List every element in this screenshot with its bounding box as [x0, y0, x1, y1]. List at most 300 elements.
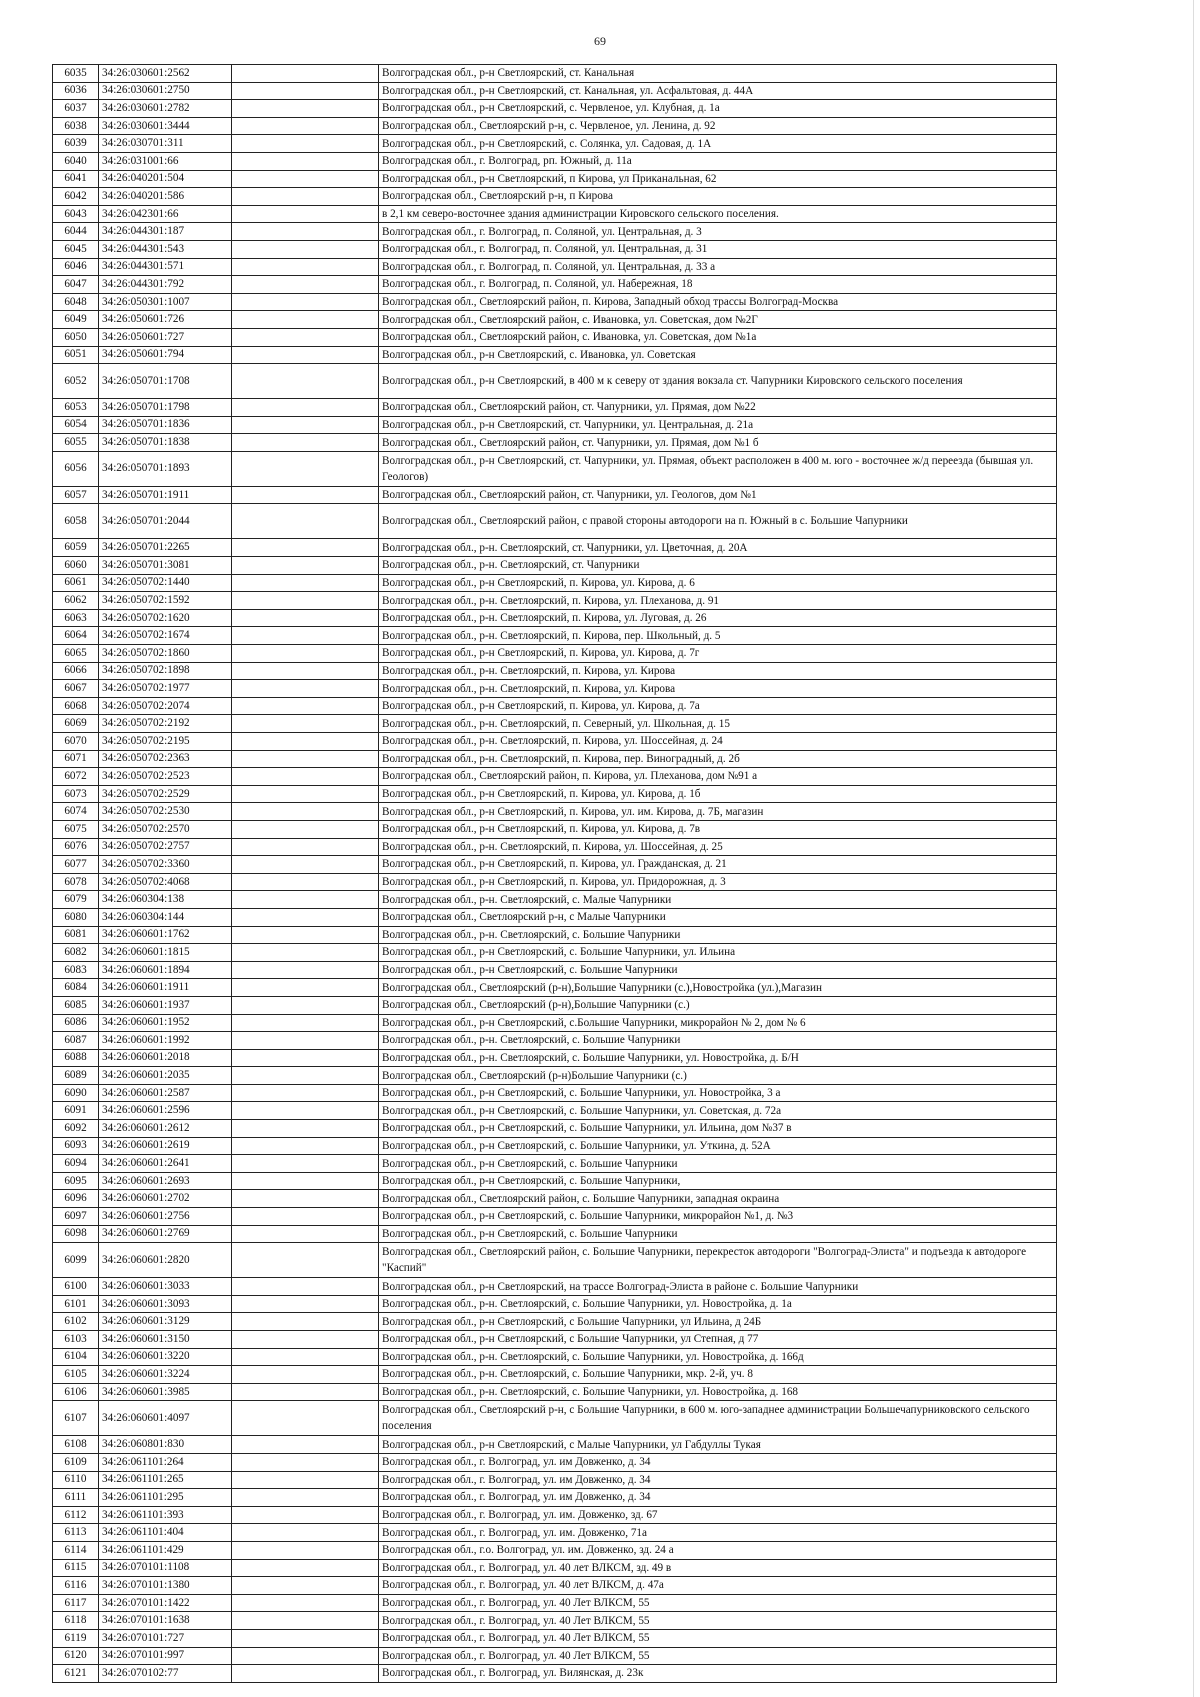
- table-row: [53, 645, 1057, 663]
- cadastral-number: 34:26:060601:3985: [99, 1383, 232, 1401]
- empty-cell: [232, 1295, 379, 1313]
- address: Волгоградская обл., р-н. Светлоярский, п. Северный, ул. Школьная, д. 15: [379, 715, 1057, 733]
- address: Волгоградская обл., р-н. Светлоярский, п. Кирова, ул. Плеханова, д. 91: [379, 592, 1057, 610]
- empty-cell: [232, 1331, 379, 1349]
- row-number: 6071: [53, 750, 99, 768]
- address: Волгоградская обл., р-н Светлоярский, п. Кирова, ул. им. Кирова, д. 7Б, магазин: [379, 803, 1057, 821]
- cadastral-number: 34:26:060601:1815: [99, 944, 232, 962]
- address: Волгоградская обл., р-н. Светлоярский, ст. Чапурники, ул. Цветочная, д. 20А: [379, 539, 1057, 557]
- address: Волгоградская обл., р-н Светлоярский, с. Солянка, ул. Садовая, д. 1А: [379, 135, 1057, 153]
- address: Волгоградская обл., Светлоярский р-н, с. Червленое, ул. Ленина, д. 92: [379, 117, 1057, 135]
- address: Волгоградская обл., Светлоярский район, ст. Чапурники, ул. Прямая, дом №22: [379, 399, 1057, 417]
- empty-cell: [232, 1032, 379, 1050]
- cadastral-number: 34:26:050702:2195: [99, 733, 232, 751]
- row-number: 6116: [53, 1577, 99, 1595]
- empty-cell: [232, 1612, 379, 1630]
- row-number: 6118: [53, 1612, 99, 1630]
- table-row: [53, 1594, 1057, 1612]
- cadastral-number: 34:26:060304:144: [99, 908, 232, 926]
- table-row: [53, 1577, 1057, 1595]
- cadastral-number: 34:26:060601:2018: [99, 1049, 232, 1067]
- address: Волгоградская обл., р-н Светлоярский, п. Кирова, ул. Гражданская, д. 21: [379, 856, 1057, 874]
- empty-cell: [232, 803, 379, 821]
- empty-cell: [232, 768, 379, 786]
- row-number: 6089: [53, 1067, 99, 1085]
- address: Волгоградская обл., р-н Светлоярский, ст. Канальная: [379, 65, 1057, 83]
- empty-cell: [232, 1190, 379, 1208]
- cadastral-number: 34:26:050702:1860: [99, 645, 232, 663]
- address: Волгоградская обл., г.о. Волгоград, ул. им. Довженко, зд. 24 а: [379, 1541, 1057, 1559]
- empty-cell: [232, 135, 379, 153]
- address: Волгоградская обл., Светлоярский район, ст. Чапурники, ул. Прямая, дом №1 б: [379, 434, 1057, 452]
- table-row: [53, 539, 1057, 557]
- empty-cell: [232, 346, 379, 364]
- empty-cell: [232, 592, 379, 610]
- cadastral-number: 34:26:060601:3220: [99, 1348, 232, 1366]
- row-number: 6063: [53, 609, 99, 627]
- address: Волгоградская обл., р-н Светлоярский, с. Ивановка, ул. Советская: [379, 346, 1057, 364]
- row-number: 6052: [53, 364, 99, 399]
- row-number: 6042: [53, 188, 99, 206]
- row-number: 6099: [53, 1243, 99, 1278]
- address: Волгоградская обл., р-н. Светлоярский, с. Большие Чапурники, ул. Новостройка, д. Б/Н: [379, 1049, 1057, 1067]
- table-row: [53, 768, 1057, 786]
- address: Волгоградская обл., г. Волгоград, ул. 40 Лет ВЛКСМ, 55: [379, 1629, 1057, 1647]
- table-row: [53, 311, 1057, 329]
- row-number: 6055: [53, 434, 99, 452]
- table-row: [53, 1541, 1057, 1559]
- empty-cell: [232, 311, 379, 329]
- address: Волгоградская обл., г. Волгоград, ул. 40 Лет ВЛКСМ, 55: [379, 1612, 1057, 1630]
- cadastral-number: 34:26:060601:2702: [99, 1190, 232, 1208]
- address: Волгоградская обл., р-н. Светлоярский, п. Кирова, ул. Кирова: [379, 680, 1057, 698]
- row-number: 6065: [53, 645, 99, 663]
- row-number: 6044: [53, 223, 99, 241]
- cadastral-number: 34:26:050701:1911: [99, 486, 232, 504]
- address: Волгоградская обл., г. Волгоград, п. Соляной, ул. Центральная, д. 33 а: [379, 258, 1057, 276]
- cadastral-number: 34:26:060601:1762: [99, 926, 232, 944]
- row-number: 6090: [53, 1084, 99, 1102]
- cadastral-number: 34:26:061101:429: [99, 1541, 232, 1559]
- row-number: 6073: [53, 785, 99, 803]
- cadastral-number: 34:26:060601:3129: [99, 1313, 232, 1331]
- row-number: 6053: [53, 399, 99, 417]
- address: Волгоградская обл., р-н Светлоярский, ст. Чапурники, ул. Центральная, д. 21а: [379, 416, 1057, 434]
- table-row: [53, 223, 1057, 241]
- table-row: [53, 557, 1057, 575]
- empty-cell: [232, 1348, 379, 1366]
- cadastral-number: 34:26:060601:2820: [99, 1243, 232, 1278]
- cadastral-number: 34:26:060601:3033: [99, 1278, 232, 1296]
- address: Волгоградская обл., г. Волгоград, ул. Вилянская, д. 23к: [379, 1665, 1057, 1683]
- cadastral-number: 34:26:031001:66: [99, 152, 232, 170]
- cadastral-number: 34:26:060601:1911: [99, 979, 232, 997]
- row-number: 6095: [53, 1172, 99, 1190]
- empty-cell: [232, 820, 379, 838]
- row-number: 6105: [53, 1366, 99, 1384]
- cadastral-number: 34:26:050702:1674: [99, 627, 232, 645]
- empty-cell: [232, 1436, 379, 1454]
- table-row: [53, 65, 1057, 83]
- cadastral-number: 34:26:050702:1977: [99, 680, 232, 698]
- cadastral-number: 34:26:044301:543: [99, 240, 232, 258]
- row-number: 6067: [53, 680, 99, 698]
- empty-cell: [232, 1084, 379, 1102]
- empty-cell: [232, 557, 379, 575]
- empty-cell: [232, 1489, 379, 1507]
- empty-cell: [232, 1313, 379, 1331]
- table-row: [53, 1313, 1057, 1331]
- table-row: [53, 364, 1057, 399]
- cadastral-number: 34:26:060601:2756: [99, 1208, 232, 1226]
- table-row: [53, 205, 1057, 223]
- address: Волгоградская обл., р-н Светлоярский, п. Кирова, ул. Кирова, д. 7г: [379, 645, 1057, 663]
- address: Волгоградская обл., р-н. Светлоярский, с. Большие Чапурники: [379, 1032, 1057, 1050]
- row-number: 6077: [53, 856, 99, 874]
- table-row: [53, 1278, 1057, 1296]
- table-row: [53, 1067, 1057, 1085]
- cadastral-number: 34:26:050702:1620: [99, 609, 232, 627]
- cadastral-number: 34:26:060601:1937: [99, 996, 232, 1014]
- row-number: 6035: [53, 65, 99, 83]
- cadastral-number: 34:26:050701:1893: [99, 451, 232, 486]
- table-row: [53, 1524, 1057, 1542]
- table-row: [53, 926, 1057, 944]
- table-row: [53, 1665, 1057, 1683]
- address: Волгоградская обл., р-н. Светлоярский, с. Малые Чапурники: [379, 891, 1057, 909]
- row-number: 6088: [53, 1049, 99, 1067]
- table-row: [53, 785, 1057, 803]
- empty-cell: [232, 539, 379, 557]
- address: Волгоградская обл., р-н Светлоярский, с. Большие Чапурники, ул. Ильина, дом №37 в: [379, 1120, 1057, 1138]
- table-row: [53, 188, 1057, 206]
- empty-cell: [232, 627, 379, 645]
- table-row: [53, 609, 1057, 627]
- row-number: 6092: [53, 1120, 99, 1138]
- row-number: 6110: [53, 1471, 99, 1489]
- table-row: [53, 293, 1057, 311]
- empty-cell: [232, 100, 379, 118]
- row-number: 6121: [53, 1665, 99, 1683]
- row-number: 6078: [53, 873, 99, 891]
- cadastral-number: 34:26:040201:504: [99, 170, 232, 188]
- address: Волгоградская обл., р-н Светлоярский, п Кирова, ул Приканальная, 62: [379, 170, 1057, 188]
- address: Волгоградская обл., Светлоярский (р-н),Большие Чапурники (с.): [379, 996, 1057, 1014]
- row-number: 6074: [53, 803, 99, 821]
- address: Волгоградская обл., р-н. Светлоярский, ст. Чапурники: [379, 557, 1057, 575]
- table-row: [53, 399, 1057, 417]
- row-number: 6085: [53, 996, 99, 1014]
- table-row: [53, 803, 1057, 821]
- row-number: 6041: [53, 170, 99, 188]
- row-number: 6057: [53, 486, 99, 504]
- cadastral-number: 34:26:061101:404: [99, 1524, 232, 1542]
- row-number: 6050: [53, 328, 99, 346]
- address: Волгоградская обл., р-н. Светлоярский, п. Кирова, ул. Луговая, д. 26: [379, 609, 1057, 627]
- row-number: 6038: [53, 117, 99, 135]
- row-number: 6036: [53, 82, 99, 100]
- row-number: 6104: [53, 1348, 99, 1366]
- address: Волгоградская обл., р-н Светлоярский, с. Большие Чапурники, ул. Ильина: [379, 944, 1057, 962]
- cadastral-number: 34:26:030601:2750: [99, 82, 232, 100]
- cadastral-number: 34:26:050601:794: [99, 346, 232, 364]
- row-number: 6051: [53, 346, 99, 364]
- table-row: [53, 1225, 1057, 1243]
- address: Волгоградская обл., Светлоярский район, п. Кирова, ул. Плеханова, дом №91 а: [379, 768, 1057, 786]
- table-row: [53, 1647, 1057, 1665]
- table-row: [53, 486, 1057, 504]
- table-row: [53, 416, 1057, 434]
- address: Волгоградская обл., р-н Светлоярский, ст. Канальная, ул. Асфальтовая, д. 44А: [379, 82, 1057, 100]
- empty-cell: [232, 486, 379, 504]
- table-row: [53, 820, 1057, 838]
- address: Волгоградская обл., р-н. Светлоярский, п. Кирова, пер. Школьный, д. 5: [379, 627, 1057, 645]
- cadastral-number: 34:26:050301:1007: [99, 293, 232, 311]
- empty-cell: [232, 944, 379, 962]
- table-row: [53, 1243, 1057, 1278]
- row-number: 6114: [53, 1541, 99, 1559]
- cadastral-number: 34:26:050701:1836: [99, 416, 232, 434]
- cadastral-register-table: [52, 64, 1057, 1683]
- row-number: 6083: [53, 961, 99, 979]
- table-row: [53, 1102, 1057, 1120]
- empty-cell: [232, 680, 379, 698]
- cadastral-number: 34:26:050702:2363: [99, 750, 232, 768]
- cadastral-number: 34:26:050701:1838: [99, 434, 232, 452]
- table-row: [53, 1032, 1057, 1050]
- empty-cell: [232, 364, 379, 399]
- cadastral-number: 34:26:050702:4068: [99, 873, 232, 891]
- empty-cell: [232, 1366, 379, 1384]
- empty-cell: [232, 1524, 379, 1542]
- empty-cell: [232, 293, 379, 311]
- empty-cell: [232, 1049, 379, 1067]
- table-row: [53, 574, 1057, 592]
- empty-cell: [232, 1014, 379, 1032]
- page-number: 69: [594, 34, 606, 48]
- table-row: [53, 627, 1057, 645]
- cadastral-number: 34:26:070101:1638: [99, 1612, 232, 1630]
- address: Волгоградская обл., Светлоярский район, с. Большие Чапурники, западная окраина: [379, 1190, 1057, 1208]
- empty-cell: [232, 645, 379, 663]
- row-number: 6068: [53, 697, 99, 715]
- row-number: 6062: [53, 592, 99, 610]
- empty-cell: [232, 117, 379, 135]
- row-number: 6049: [53, 311, 99, 329]
- address: Волгоградская обл., р-н Светлоярский, с. Большие Чапурники, ул. Советская, д. 72а: [379, 1102, 1057, 1120]
- address: Волгоградская обл., р-н Светлоярский, с Большие Чапурники, ул Степная, д 77: [379, 1331, 1057, 1349]
- table-row: [53, 1436, 1057, 1454]
- row-number: 6048: [53, 293, 99, 311]
- cadastral-number: 34:26:050702:1592: [99, 592, 232, 610]
- empty-cell: [232, 1577, 379, 1595]
- empty-cell: [232, 715, 379, 733]
- cadastral-number: 34:26:050702:2530: [99, 803, 232, 821]
- cadastral-number: 34:26:070101:997: [99, 1647, 232, 1665]
- table-row: [53, 908, 1057, 926]
- empty-cell: [232, 662, 379, 680]
- address: Волгоградская обл., р-н. Светлоярский, с. Большие Чапурники, ул. Новостройка, д. 166д: [379, 1348, 1057, 1366]
- cadastral-number: 34:26:040201:586: [99, 188, 232, 206]
- table-row: [53, 1190, 1057, 1208]
- cadastral-number: 34:26:061101:264: [99, 1453, 232, 1471]
- table-row: [53, 328, 1057, 346]
- address: Волгоградская обл., Светлоярский район, с. Ивановка, ул. Советская, дом №2Г: [379, 311, 1057, 329]
- row-number: 6101: [53, 1295, 99, 1313]
- empty-cell: [232, 1594, 379, 1612]
- empty-cell: [232, 574, 379, 592]
- address: Волгоградская обл., Светлоярский (р-н)Большие Чапурники (с.): [379, 1067, 1057, 1085]
- address: Волгоградская обл., р-н Светлоярский, с. Большие Чапурники, микрорайон №1, д. №3: [379, 1208, 1057, 1226]
- row-number: 6076: [53, 838, 99, 856]
- address: Волгоградская обл., Светлоярский р-н, с Большие Чапурники, в 600 м. юго-западнее администрации Большечапурниковского сельского поселения: [379, 1401, 1057, 1436]
- cadastral-number: 34:26:030701:311: [99, 135, 232, 153]
- empty-cell: [232, 1471, 379, 1489]
- empty-cell: [232, 750, 379, 768]
- address: Волгоградская обл., г. Волгоград, ул. 40 Лет ВЛКСМ, 55: [379, 1594, 1057, 1612]
- empty-cell: [232, 609, 379, 627]
- empty-cell: [232, 891, 379, 909]
- empty-cell: [232, 205, 379, 223]
- address: Волгоградская обл., р-н Светлоярский, п. Кирова, ул. Придорожная, д. 3: [379, 873, 1057, 891]
- cadastral-number: 34:26:060601:3150: [99, 1331, 232, 1349]
- empty-cell: [232, 1067, 379, 1085]
- table-row: [53, 961, 1057, 979]
- cadastral-number: 34:26:050702:2074: [99, 697, 232, 715]
- address: Волгоградская обл., р-н Светлоярский, с.Большие Чапурники, микрорайон № 2, дом № 6: [379, 1014, 1057, 1032]
- table-row: [53, 1137, 1057, 1155]
- table-row: [53, 1559, 1057, 1577]
- empty-cell: [232, 1208, 379, 1226]
- cadastral-number: 34:26:050702:2570: [99, 820, 232, 838]
- empty-cell: [232, 223, 379, 241]
- empty-cell: [232, 1102, 379, 1120]
- cadastral-number: 34:26:044301:187: [99, 223, 232, 241]
- address: Волгоградская обл., р-н Светлоярский, с. Большие Чапурники, ул. Уткина, д. 52А: [379, 1137, 1057, 1155]
- empty-cell: [232, 328, 379, 346]
- row-number: 6072: [53, 768, 99, 786]
- row-number: 6079: [53, 891, 99, 909]
- cadastral-number: 34:26:060601:2596: [99, 1102, 232, 1120]
- address: Волгоградская обл., р-н Светлоярский, с. Большие Чапурники: [379, 1155, 1057, 1173]
- table-row: [53, 891, 1057, 909]
- empty-cell: [232, 416, 379, 434]
- cadastral-number: 34:26:060601:2035: [99, 1067, 232, 1085]
- address: Волгоградская обл., р-н Светлоярский, п. Кирова, ул. Кирова, д. 7а: [379, 697, 1057, 715]
- row-number: 6098: [53, 1225, 99, 1243]
- row-number: 6120: [53, 1647, 99, 1665]
- table-row: [53, 979, 1057, 997]
- table-row: [53, 1506, 1057, 1524]
- empty-cell: [232, 1172, 379, 1190]
- empty-cell: [232, 1401, 379, 1436]
- empty-cell: [232, 856, 379, 874]
- table-row: [53, 346, 1057, 364]
- cadastral-number: 34:26:050701:2044: [99, 504, 232, 539]
- row-number: 6081: [53, 926, 99, 944]
- address: в 2,1 км северо-восточнее здания администрации Кировского сельского поселения.: [379, 205, 1057, 223]
- cadastral-number: 34:26:050702:2192: [99, 715, 232, 733]
- empty-cell: [232, 152, 379, 170]
- cadastral-number: 34:26:060801:830: [99, 1436, 232, 1454]
- table-row: [53, 1049, 1057, 1067]
- address: Волгоградская обл., р-н. Светлоярский, п. Кирова, пер. Виноградный, д. 2б: [379, 750, 1057, 768]
- cadastral-number: 34:26:050701:2265: [99, 539, 232, 557]
- table-row: [53, 944, 1057, 962]
- row-number: 6040: [53, 152, 99, 170]
- row-number: 6061: [53, 574, 99, 592]
- row-number: 6115: [53, 1559, 99, 1577]
- address: Волгоградская обл., р-н. Светлоярский, с. Большие Чапурники, мкр. 2-й, уч. 8: [379, 1366, 1057, 1384]
- row-number: 6100: [53, 1278, 99, 1296]
- cadastral-number: 34:26:050701:1798: [99, 399, 232, 417]
- table-row: [53, 170, 1057, 188]
- table-row: [53, 1172, 1057, 1190]
- row-number: 6045: [53, 240, 99, 258]
- empty-cell: [232, 82, 379, 100]
- cadastral-number: 34:26:060601:1992: [99, 1032, 232, 1050]
- table-row: [53, 1120, 1057, 1138]
- row-number: 6119: [53, 1629, 99, 1647]
- empty-cell: [232, 697, 379, 715]
- table-row: [53, 1155, 1057, 1173]
- table-row: [53, 996, 1057, 1014]
- row-number: 6039: [53, 135, 99, 153]
- row-number: 6054: [53, 416, 99, 434]
- row-number: 6102: [53, 1313, 99, 1331]
- address: Волгоградская обл., р-н Светлоярский, п. Кирова, ул. Кирова, д. 7в: [379, 820, 1057, 838]
- table-row: [53, 1366, 1057, 1384]
- row-number: 6066: [53, 662, 99, 680]
- table-row: [53, 1401, 1057, 1436]
- table-row: [53, 100, 1057, 118]
- row-number: 6059: [53, 539, 99, 557]
- row-number: 6082: [53, 944, 99, 962]
- empty-cell: [232, 1243, 379, 1278]
- empty-cell: [232, 276, 379, 294]
- address: Волгоградская обл., р-н Светлоярский, п. Кирова, ул. Кирова, д. 1б: [379, 785, 1057, 803]
- table-row: [53, 1295, 1057, 1313]
- cadastral-number: 34:26:070101:1108: [99, 1559, 232, 1577]
- table-row: [53, 117, 1057, 135]
- address: Волгоградская обл., р-н Светлоярский, с. Большие Чапурники, ул. Новостройка, 3 а: [379, 1084, 1057, 1102]
- cadastral-number: 34:26:030601:2562: [99, 65, 232, 83]
- address: Волгоградская обл., р-н Светлоярский, в 400 м к северу от здания вокзала ст. Чапурники Кировского сельского поселения: [379, 364, 1057, 399]
- empty-cell: [232, 908, 379, 926]
- scan-edge-line: [1193, 0, 1194, 1697]
- table-row: [53, 1014, 1057, 1032]
- empty-cell: [232, 961, 379, 979]
- cadastral-number: 34:26:060601:1952: [99, 1014, 232, 1032]
- address: Волгоградская обл., г. Волгоград, ул. им Довженко, д. 34: [379, 1471, 1057, 1489]
- empty-cell: [232, 1383, 379, 1401]
- address: Волгоградская обл., Светлоярский р-н, с Малые Чапурники: [379, 908, 1057, 926]
- table-row: [53, 135, 1057, 153]
- empty-cell: [232, 188, 379, 206]
- table-row: [53, 504, 1057, 539]
- table-row: [53, 1471, 1057, 1489]
- empty-cell: [232, 979, 379, 997]
- empty-cell: [232, 996, 379, 1014]
- cadastral-number: 34:26:070101:1380: [99, 1577, 232, 1595]
- empty-cell: [232, 1225, 379, 1243]
- row-number: 6087: [53, 1032, 99, 1050]
- cadastral-number: 34:26:050702:2529: [99, 785, 232, 803]
- address: Волгоградская обл., р-н Светлоярский, с Малые Чапурники, ул Габдуллы Тукая: [379, 1436, 1057, 1454]
- table-row: [53, 873, 1057, 891]
- row-number: 6096: [53, 1190, 99, 1208]
- empty-cell: [232, 1137, 379, 1155]
